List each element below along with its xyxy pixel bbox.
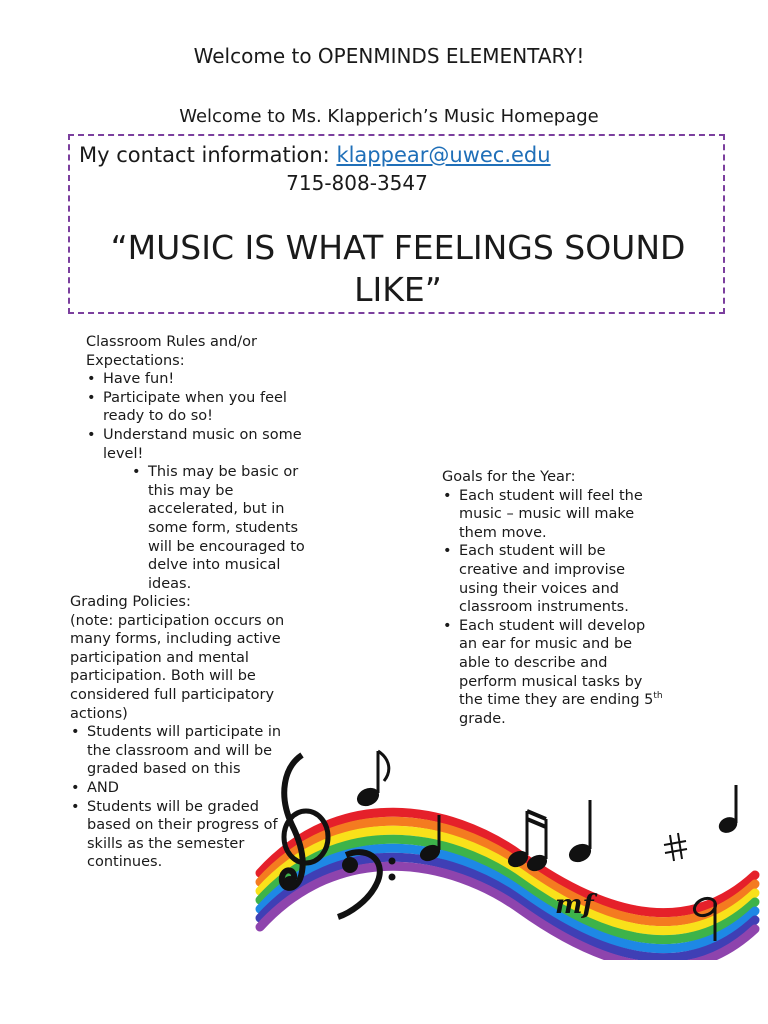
phone-number: 715-808-3547 — [286, 171, 428, 195]
goals-list — [442, 487, 667, 729]
goals-item-text: Each student will develop an ear for music and be able to describe and perform musical tasks by the time they are ending 5 — [459, 617, 654, 709]
grading-item: • AND — [70, 779, 300, 798]
music-quote: “MUSIC IS WHAT FEELINGS SOUND LIKE” — [110, 228, 686, 309]
rules-subitem: • This may be basic or this may be accelerated, but in some form, students will be encouraged to delve into musical ideas. — [131, 463, 321, 593]
page-title: Welcome to Ms. Klapperich’s Music Homepage — [179, 106, 599, 127]
ordinal-superscript: th — [653, 691, 663, 702]
rules-list — [86, 370, 321, 463]
goals-item: • Each student will feel the music – music will make them move. — [442, 487, 667, 543]
contact-label: My contact information: — [79, 143, 337, 167]
sharp-icon — [664, 833, 687, 861]
dynamic-marking: mf — [555, 890, 594, 920]
sixteenth-notes-icon — [506, 811, 549, 874]
rainbow-swoosh — [260, 812, 755, 960]
grading-note: (note: participation occurs on many forms, including active participation and mental participation. Both will be considered full participatory actions) — [70, 612, 285, 722]
goals-item — [442, 617, 667, 729]
goals-section — [442, 468, 667, 728]
grading-item: • Students will participate in the classroom and will be graded based on this — [70, 723, 300, 779]
rules-item: • Have fun! — [86, 370, 321, 389]
grading-item: • Students will be graded based on their progress of skills as the semester continues. — [70, 798, 300, 872]
rules-sublist — [131, 463, 321, 593]
rules-item: • Understand music on some level! — [86, 426, 321, 463]
classroom-rules-section — [86, 333, 321, 593]
contact-info-line — [79, 143, 551, 167]
goals-item: • Each student will be creative and improvise using their voices and classroom instruments. — [442, 542, 667, 616]
school-welcome-heading: Welcome to OPENMINDS ELEMENTARY! — [193, 44, 585, 68]
goals-heading: Goals for the Year: — [442, 469, 576, 485]
grading-heading: Grading Policies: — [70, 594, 191, 610]
rules-heading: Classroom Rules and/or Expectations: — [86, 334, 257, 369]
rainbow-music-staff-illustration — [250, 745, 760, 960]
eighth-note-icon — [355, 751, 389, 809]
goals-item-tail: grade. — [459, 710, 506, 727]
email-link[interactable]: klappear@uwec.edu — [336, 143, 551, 167]
rules-item: • Participate when you feel ready to do so! — [86, 389, 321, 426]
